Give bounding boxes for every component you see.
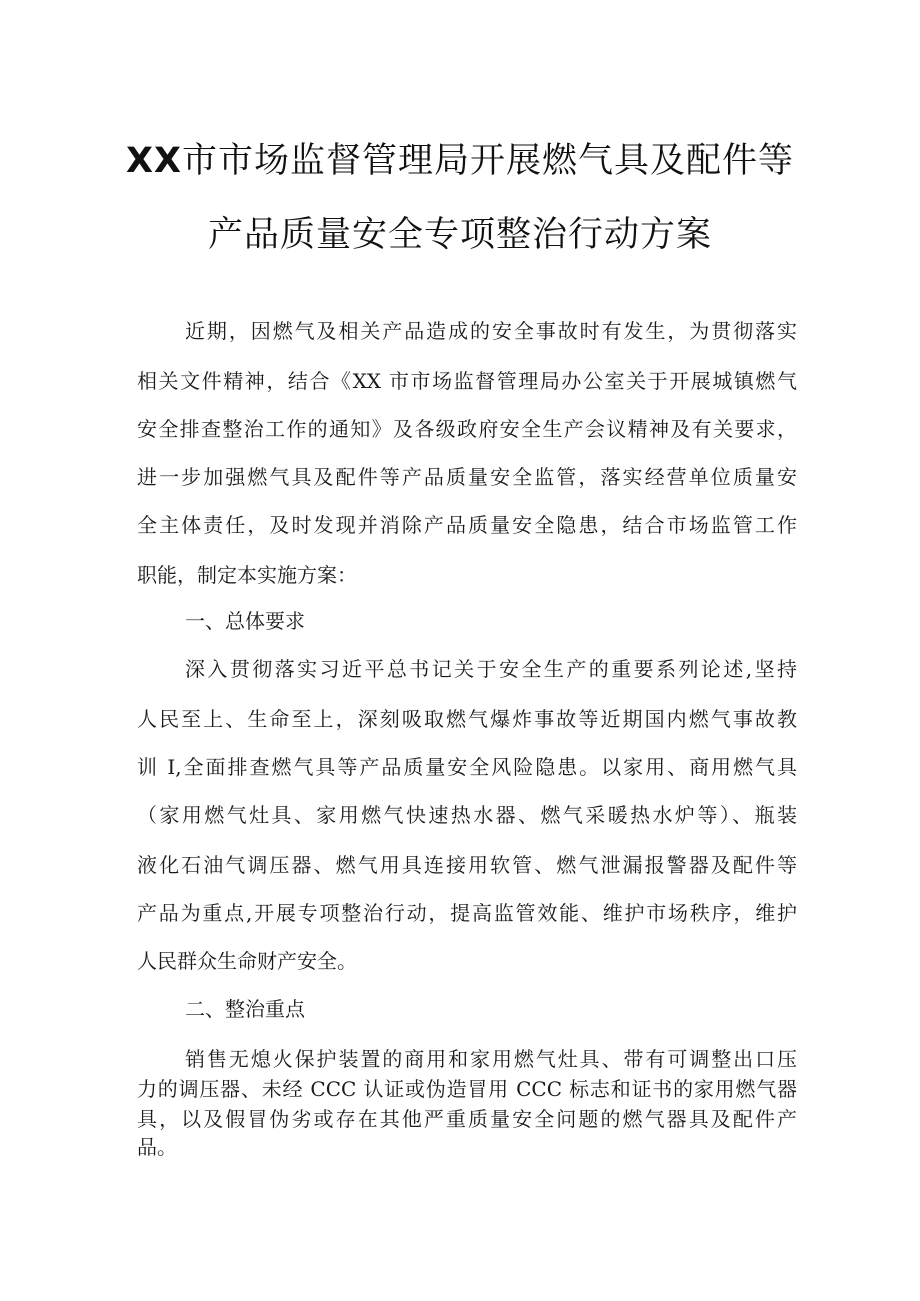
document-title-line-1 — [0, 133, 920, 183]
document-title-line-2: 产品质量安全专项整治行动方案 — [207, 215, 712, 255]
intro-line: 职能，制定本实施方案： — [137, 563, 357, 587]
intro-line: 全主体责任，及时发现并消除产品质量安全隐患，结合市场监管工作 — [137, 513, 797, 537]
section-line: 训 I,全面排查燃气具等产品质量安全风险隐患。以家用、商用燃气具 — [137, 755, 797, 779]
title-city-placeholder: XX — [126, 141, 182, 181]
section-line: 产品为重点,开展专项整治行动，提高监管效能、维护市场秩序，维护 — [137, 901, 797, 925]
section-line: 人民群众生命财产安全。 — [137, 949, 357, 973]
section-line: 深入贯彻落实习近平总书记关于安全生产的重要系列论述,坚持 — [185, 657, 797, 681]
intro-line: 进一步加强燃气具及配件等产品质量安全监管，落实经营单位质量安 — [137, 465, 797, 489]
intro-line: 安全排查整治工作的通知》及各级政府安全生产会议精神及有关要求， — [137, 417, 797, 441]
intro-line: 近期，因燃气及相关产品造成的安全事故时有发生，为贯彻落实 — [185, 319, 797, 343]
section-line: 力的调压器、未经 CCC 认证或伪造冒用 CCC 标志和证书的家用燃气器 — [137, 1077, 797, 1101]
section-line: 液化石油气调压器、燃气用具连接用软管、燃气泄漏报警器及配件等 — [137, 853, 797, 877]
title-line-1-text: 市市场监督管理局开展燃气具及配件等 — [181, 141, 794, 181]
section-line: 品。 — [137, 1135, 177, 1159]
section-line: 具，以及假冒伪劣或存在其他严重质量安全问题的燃气器具及配件产 — [137, 1107, 797, 1131]
section-heading: 一、总体要求 — [185, 609, 305, 633]
section-line: 销售无熄火保护装置的商用和家用燃气灶具、带有可调整出口压 — [185, 1047, 797, 1071]
intro-line: 相关文件精神，结合《XX 市市场监督管理局办公室关于开展城镇燃气 — [137, 369, 797, 393]
section-heading: 二、整治重点 — [185, 997, 305, 1021]
section-line: （家用燃气灶具、家用燃气快速热水器、燃气采暖热水炉等）、瓶装 — [137, 803, 797, 827]
section-line: 人民至上、生命至上，深刻吸取燃气爆炸事故等近期国内燃气事故教 — [137, 707, 797, 731]
